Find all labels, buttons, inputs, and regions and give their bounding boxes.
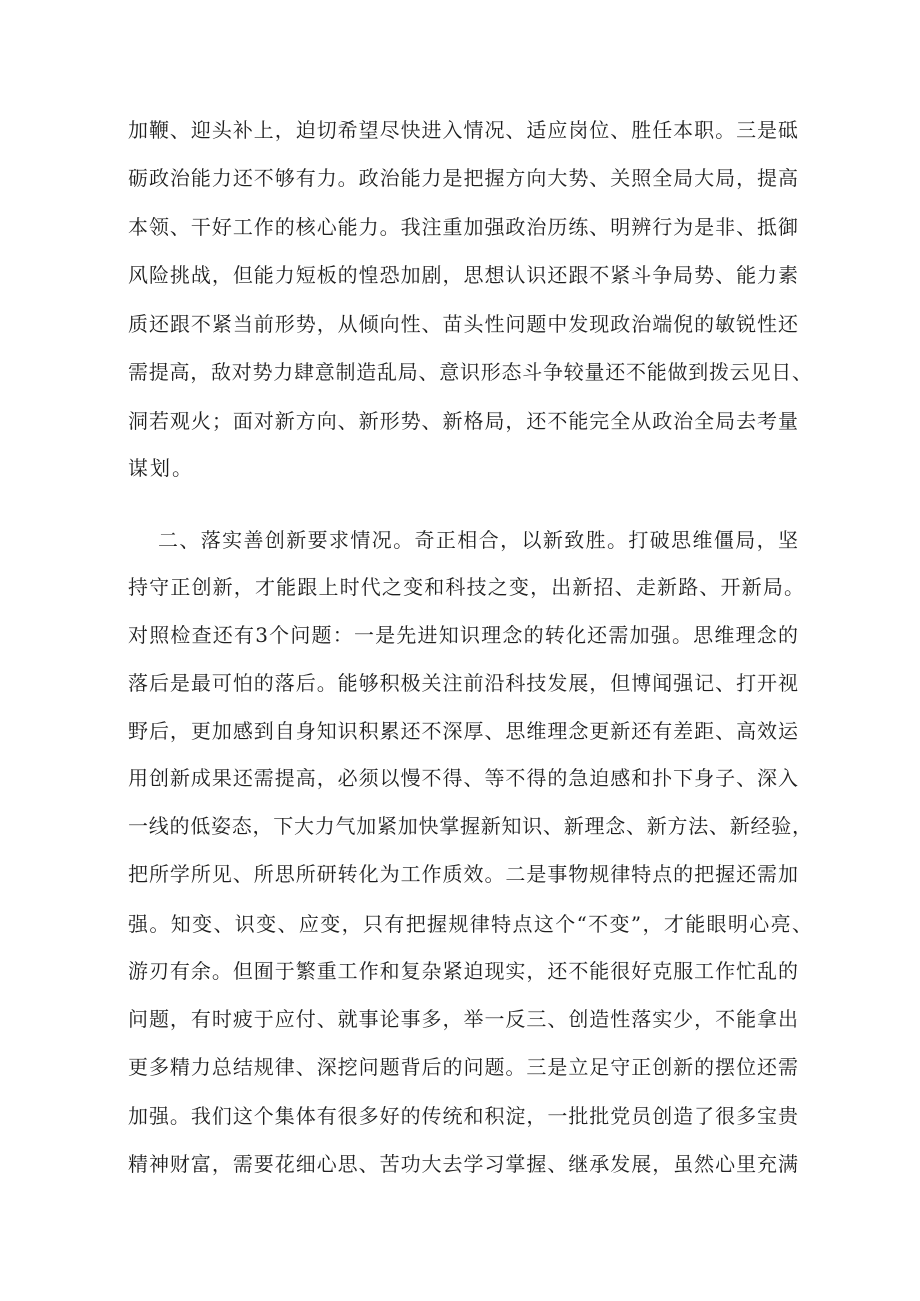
text-line: 持守正创新，才能跟上时代之变和科技之变，出新招、走新路、开新局。 bbox=[128, 575, 804, 599]
text-line: 问题，有时疲于应付、就事论事多，举一反三、创造性落实少，不能拿出 bbox=[128, 1007, 798, 1031]
text-line: 落后是最可怕的落后。能够积极关注前沿科技发展，但博闻强记、打开视 bbox=[128, 671, 798, 695]
text-line: 加强。我们这个集体有很多好的传统和积淀，一批批党员创造了很多宝贵 bbox=[128, 1104, 798, 1128]
text-line: 强。知变、识变、应变，只有把握规律特点这个“不变”，才能眼明心亮、 bbox=[128, 912, 812, 936]
text-line: 风险挑战，但能力短板的惶恐加剧，思想认识还跟不紧斗争局势、能力素 bbox=[128, 263, 798, 287]
text-line: 野后，更加感到自身知识积累还不深厚、思维理念更新还有差距、高效运 bbox=[128, 719, 798, 743]
text-line: 用创新成果还需提高，必须以慢不得、等不得的急迫感和扑下身子、深入 bbox=[128, 766, 798, 790]
text-line: 精神财富，需要花细心思、苦功大去学习掌握、继承发展，虽然心里充满 bbox=[128, 1152, 798, 1176]
text-line: 一线的低姿态，下大力气加紧加快掌握新知识、新理念、新方法、新经验， bbox=[128, 814, 812, 838]
text-line: 谋划。 bbox=[128, 456, 194, 480]
text-line: 游刃有余。但囿于繁重工作和复杂紧迫现实，还不能很好克服工作忙乱的 bbox=[128, 959, 798, 983]
text-line: 对照检查还有3个问题：一是先进知识理念的转化还需加强。思维理念的 bbox=[128, 623, 798, 647]
text-line: 把所学所见、所思所研转化为工作质效。二是事物规律特点的把握还需加 bbox=[128, 862, 798, 886]
text-line: 二、落实善创新要求情况。奇正相合，以新致胜。打破思维僵局，坚 bbox=[158, 528, 798, 552]
text-line: 砺政治能力还不够有力。政治能力是把握方向大势、关照全局大局，提高 bbox=[128, 166, 798, 190]
text-line: 更多精力总结规律、深挖问题背后的问题。三是立足守正创新的摆位还需 bbox=[128, 1055, 798, 1079]
text-line: 质还跟不紧当前形势，从倾向性、苗头性问题中发现政治端倪的敏锐性还 bbox=[128, 312, 798, 336]
text-line: 洞若观火；面对新方向、新形势、新格局，还不能完全从政治全局去考量 bbox=[128, 409, 798, 433]
text-line: 本领、干好工作的核心能力。我注重加强政治历练、明辨行为是非、抵御 bbox=[128, 215, 798, 239]
text-line: 需提高，敌对势力肆意制造乱局、意识形态斗争较量还不能做到拨云见日、 bbox=[128, 360, 812, 384]
text-line: 加鞭、迎头补上，迫切希望尽快进入情况、适应岗位、胜任本职。三是砥 bbox=[128, 118, 798, 142]
